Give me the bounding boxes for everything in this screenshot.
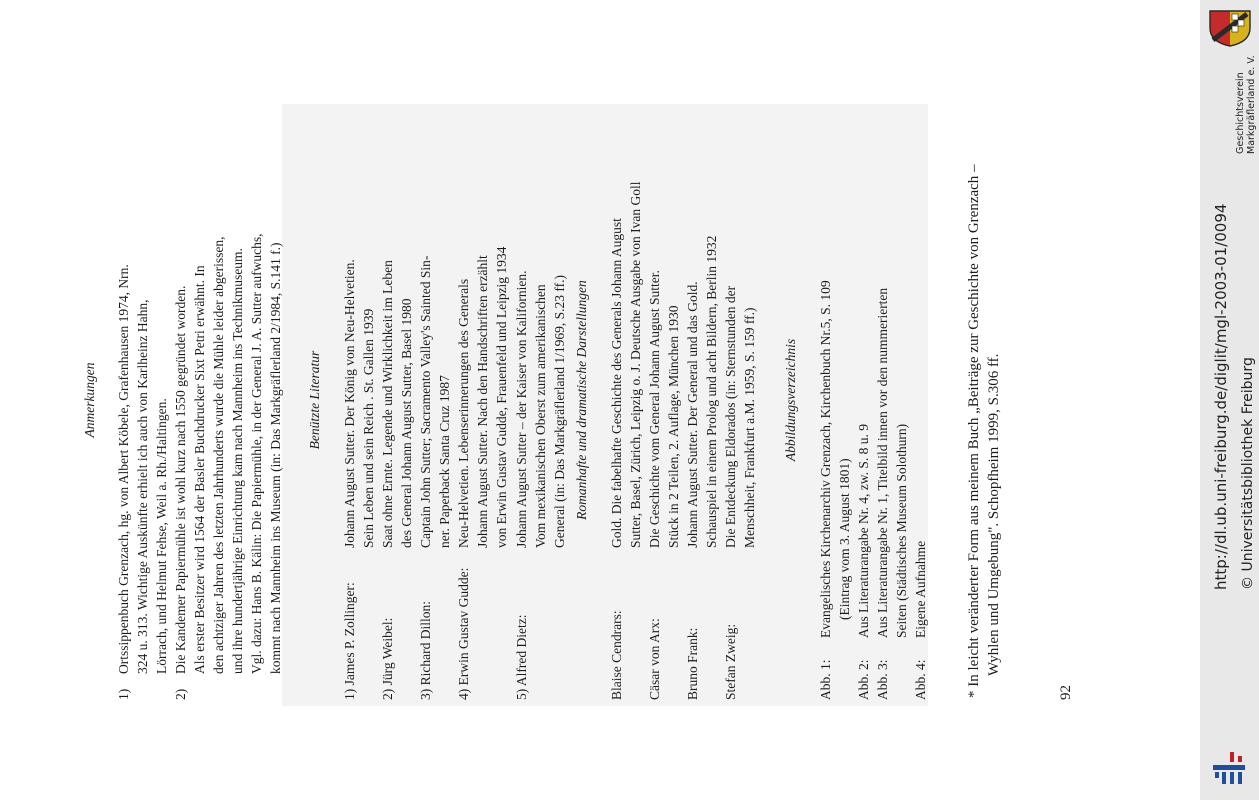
literature-entry: 5) Alfred Dietz: Johann August Sutter – der Kaiser von Kalifornien. Vom mexikanischen Oberst zum amerikanischen General (in: Das Markgräflerland 1/1969, S.23 ff.) — [514, 270, 567, 700]
society-name-line-2: Markgräflerland e. V. — [1246, 55, 1257, 154]
figure-entry: Abb. 2: Aus Literaturangabe Nr. 4, zw. S. 8 u. 9 — [856, 424, 871, 700]
copyright-notice: © Universitätsbibliothek Freiburg — [1240, 357, 1256, 590]
note-2: 2) Die Kandemer Papiermühle ist wohl kurz nach 1550 gegründet worden. Als erster Besitzer wird 1564 der Basler Buchdrucker Sixt Petri erwähnt. In den achtziger Jahren des letzten Jahrhunderts wurde die Mühle leider abgerissen, und ihre hundertjährige Einrichtung kam nach Mannheim ins Technikmuseum. Vgl. dazu: Hans B. Kälin: Die Papiermühle, in der General J. A. Sutter aufwuchs, kommt nach Mannheim ins Museum (in: Das Markgräflerland 2/1984, S.141 f.) — [173, 233, 283, 700]
heading-notes: Anmerkungen — [82, 362, 97, 438]
page-number: 92 — [1058, 685, 1074, 700]
heading-figures: Abbildungsverzeichnis — [783, 338, 798, 462]
figure-entry: Abb. 4: Eigene Aufnahme — [913, 540, 928, 700]
fiction-entry: Cäsar von Arx: Die Geschichte vom General Johann August Sutter. Stück in 2 Teilen, 2. Auflage, München 1930 — [647, 270, 681, 700]
coat-of-arms-icon — [1207, 8, 1253, 48]
literature-entry: 3) Richard Dillon: Captain John Sutter; Sacramento Valley's Sainted Sin- ner. Paperback Santa Cruz 1987 — [418, 255, 452, 700]
permalink-url[interactable]: http://dl.ub.uni-freiburg.de/diglit/mgl-2003-01/0094 — [1212, 203, 1230, 590]
note-1: 1) Ortssippenbuch Grenzach, hg. von Albert Köbele, Grafenhausen 1974, Nrn. 324 u. 313. Wichtige Auskünfte erhielt ich auch von Karlheinz Hahn, Lörrach, und Helmut Fehse, Weil a. Rh./Haltingen. — [116, 264, 169, 700]
ub-freiburg-logo-icon — [1209, 748, 1249, 786]
literature-entry: 4) Erwin Gustav Gudde: Neu-Helvetien. Lebenserinnerungen des Generals Johann August Sutter. Nach den Handschriften erzählt von Erwin Gustav Gudde, Frauenfeld und Leipzig 1934 — [456, 246, 509, 700]
literature-entry: 1) James P. Zollinger: Johann August Sutter. Der König von Neu-Helvetien. Sein Leben und sein Reich . St. Gallen 1939 — [342, 259, 376, 700]
literature-entry: 2) Jürg Weibel: Saat ohne Ernte. Legende und Wirklichkeit im Leben des General Johann August Sutter, Basel 1980 — [380, 260, 414, 700]
footnote: * In leicht veränderter Form aus meinem Buch „Beiträge zur Geschichte von Grenzach – Wyhlen und Umgebung". Schopfheim 1999, S.306 ff. — [966, 164, 1002, 698]
fiction-entry: Bruno Frank: Johann August Sutter. Der General und das Gold. Schauspiel in einem Prolog und acht Bildern, Berlin 1932 — [685, 235, 719, 700]
fiction-entry: Blaise Cendrars: Gold. Die fabelhafte Geschichte des Generals Johann August Sutter, Basel, Zürich, Leipzig o. J. Deutsche Ausgabe von Ivan Goll — [609, 181, 643, 700]
society-name-line-1: Geschichtsverein — [1235, 72, 1246, 154]
figure-entry: Abb. 1: Evangelisches Kirchenarchiv Grenzach, Kirchenbuch Nr.5, S. 109 (Eintrag vom 3. August 1801) — [818, 280, 852, 700]
heading-fiction: Romanhafte und dramatische Darstellungen — [574, 280, 589, 520]
fiction-entry: Stefan Zweig: Die Entdeckung Eldorados (in: Sternstunden der Menschheit, Frankfurt a.M. 1959, S. 159 ff.) — [723, 285, 757, 700]
figure-entry: Abb. 3: Aus Literaturangabe Nr. 1, Titelbild innen vor den nummerierten Seiten (Städtisches Museum Solothurn) — [875, 287, 909, 700]
heading-literature: Benützte Literatur — [307, 350, 322, 450]
